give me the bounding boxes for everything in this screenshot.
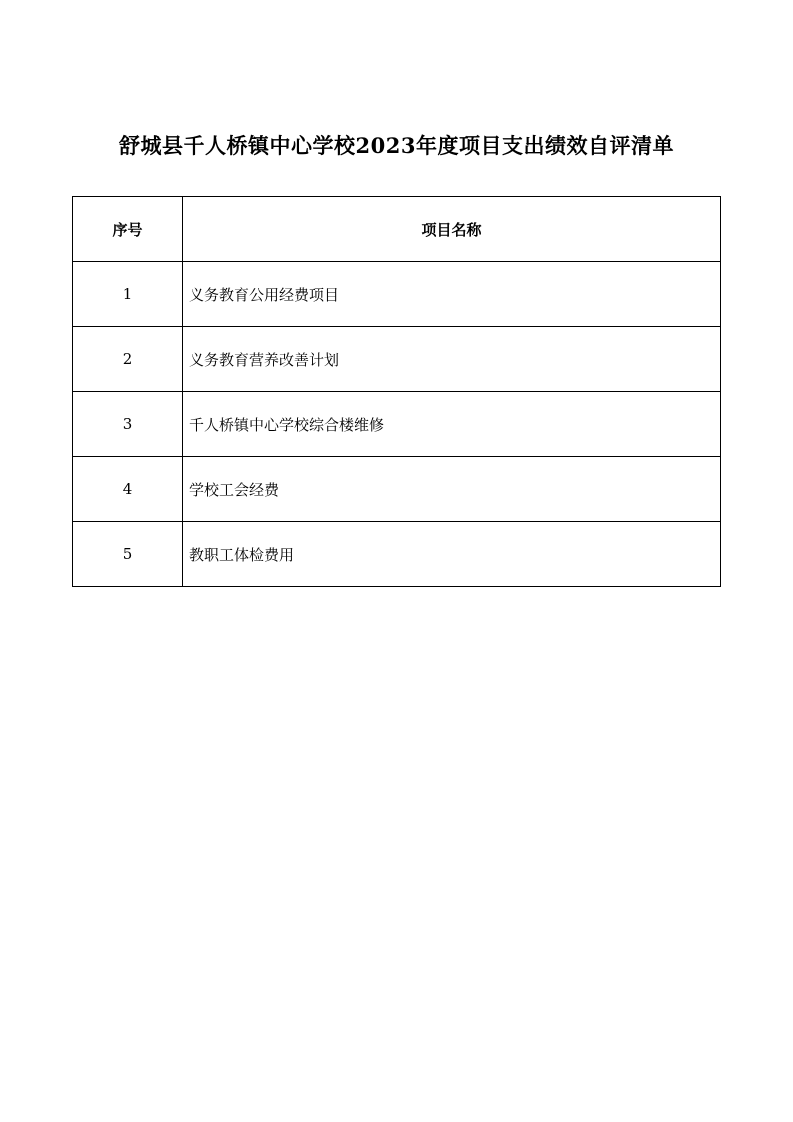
row-project-name: 教职工体检费用 — [183, 522, 721, 587]
row-project-name: 义务教育营养改善计划 — [183, 327, 721, 392]
row-project-name: 义务教育公用经费项目 — [183, 262, 721, 327]
project-list-table — [72, 196, 721, 587]
table-row — [73, 522, 721, 587]
row-project-name: 学校工会经费 — [183, 457, 721, 522]
document-title: 舒城县千人桥镇中心学校2023年度项目支出绩效自评清单 — [119, 133, 674, 158]
table-row — [73, 457, 721, 522]
row-project-name: 千人桥镇中心学校综合楼维修 — [183, 392, 721, 457]
table-row — [73, 262, 721, 327]
row-serial-number: 4 — [73, 457, 183, 522]
table-header-row — [73, 197, 721, 262]
header-serial-number: 序号 — [73, 197, 183, 262]
table-row — [73, 327, 721, 392]
header-project-name: 项目名称 — [183, 197, 721, 262]
row-serial-number: 1 — [73, 262, 183, 327]
row-serial-number: 3 — [73, 392, 183, 457]
row-serial-number: 2 — [73, 327, 183, 392]
table-row — [73, 392, 721, 457]
row-serial-number: 5 — [73, 522, 183, 587]
